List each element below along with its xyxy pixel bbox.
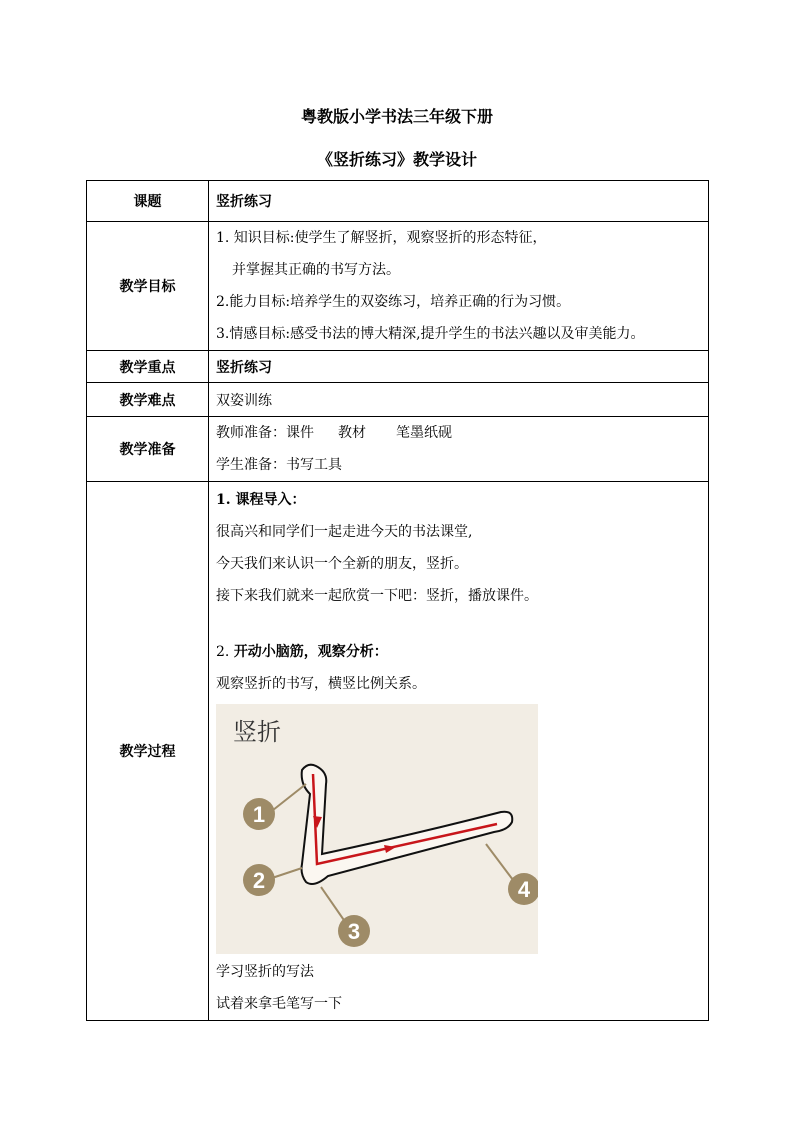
label-difficult: 教学难点 bbox=[87, 383, 209, 417]
label-key: 教学重点 bbox=[87, 351, 209, 383]
label-process: 教学过程 bbox=[87, 482, 209, 1021]
goal-knowledge-cont: 并掌握其正确的书写方法。 bbox=[232, 262, 400, 278]
step2-line3: 试着来拿毛笔写一下 bbox=[216, 996, 342, 1012]
diagram-caption: 竖折 bbox=[233, 718, 281, 746]
row-key bbox=[87, 351, 709, 383]
row-process bbox=[87, 482, 709, 1021]
step1-line3: 接下来我们就来一起欣赏一下吧：竖折，播放课件。 bbox=[216, 588, 538, 604]
label-topic: 课题 bbox=[87, 181, 209, 222]
row-topic bbox=[87, 181, 709, 222]
step2-heading bbox=[216, 636, 708, 668]
goal-emotion: 3.情感目标:感受书法的博大精深,提升学生的书法兴趣以及审美能力。 bbox=[216, 326, 645, 342]
process-content bbox=[209, 482, 709, 1021]
goal-knowledge: 1. 知识目标:使学生了解竖折，观察竖折的形态特征， bbox=[216, 230, 547, 246]
marker-4-label: 4 bbox=[517, 877, 531, 902]
step2-line1: 观察竖折的书写，横竖比例关系。 bbox=[216, 676, 426, 692]
lesson-plan-table bbox=[86, 180, 709, 1021]
marker-1-label: 1 bbox=[252, 802, 266, 827]
value-key: 竖折练习 bbox=[209, 351, 709, 383]
row-difficult bbox=[87, 383, 709, 417]
step1-line2: 今天我们来认识一个全新的朋友，竖折。 bbox=[216, 556, 468, 572]
prep-teacher-item2: 教材 bbox=[338, 425, 366, 441]
marker-3-label: 3 bbox=[347, 919, 361, 944]
prep-teacher-prefix: 教师准备：课件 bbox=[216, 425, 314, 441]
label-goals: 教学目标 bbox=[87, 222, 209, 351]
row-prep bbox=[87, 417, 709, 482]
marker-2-label: 2 bbox=[252, 868, 266, 893]
value-difficult: 双姿训练 bbox=[209, 383, 709, 417]
stroke-diagram bbox=[216, 704, 538, 954]
row-goals bbox=[87, 222, 709, 351]
label-prep: 教学准备 bbox=[87, 417, 209, 482]
step1-line1: 很高兴和同学们一起走进今天的书法课堂, bbox=[216, 524, 473, 540]
prep-teacher bbox=[216, 417, 708, 449]
step1-title: 1. 课程导入： bbox=[216, 492, 306, 508]
prep-teacher-item3: 笔墨纸砚 bbox=[396, 425, 452, 441]
document-title: 粤教版小学书法三年级下册 bbox=[300, 107, 493, 126]
document-subtitle: 《竖折练习》教学设计 bbox=[316, 150, 477, 169]
step2-line2: 学习竖折的写法 bbox=[216, 964, 314, 980]
prep-content bbox=[209, 417, 709, 482]
value-topic: 竖折练习 bbox=[209, 181, 709, 222]
step2-number: 2. bbox=[216, 644, 234, 660]
step2-title: 开动小脑筋，观察分析： bbox=[233, 644, 388, 660]
prep-student: 学生准备：书写工具 bbox=[216, 457, 342, 473]
goal-ability: 2.能力目标:培养学生的双姿练习，培养正确的行为习惯。 bbox=[216, 294, 571, 310]
goals-content bbox=[209, 222, 709, 351]
